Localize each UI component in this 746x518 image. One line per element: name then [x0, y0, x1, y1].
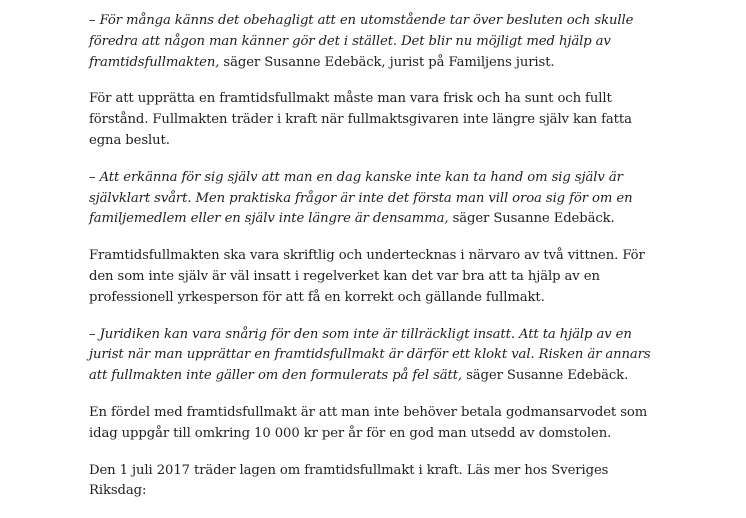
body-paragraph-witnesses: Framtidsfullmakten ska vara skriftlig och undertecknas i närvaro av två vittnen. För den som inte själv är väl insatt i regelverket kan det var bra att ta hjälp av en professionell yrkesperson för att få en korrekt och gällande fullmakt.	[89, 248, 645, 305]
quote-text: – Att erkänna för sig själv att man en dag kanske inte kan ta hand om sig själv är självklart svårt. Men praktiska frågor är inte det första man vill oroa sig för om en familjemedlem eller en själv inte längre är densamma,	[89, 169, 633, 227]
quote-attribution: säger Susanne Edebäck.	[462, 368, 629, 384]
quote-attribution: säger Susanne Edebäck.	[448, 211, 615, 227]
body-paragraph-fee: En fördel med framtidsfullmakt är att man inte behöver betala godmansarvodet som idag uppgår till omkring 10 000 kr per år för en god man utsedd av domstolen.	[89, 404, 648, 441]
quote-paragraph-1	[89, 11, 661, 73]
body-paragraph-law-date: Den 1 juli 2017 träder lagen om framtidsfullmakt i kraft. Läs mer hos Sveriges Riksdag:	[89, 462, 609, 499]
article-body	[89, 11, 661, 518]
quote-paragraph-3	[89, 325, 661, 387]
quote-text: – Juridiken kan vara snårig för den som inte är tillräckligt insatt. Att ta hjälp av en jurist när man upprättar en framtidsfullmakt är därför ett klokt val. Risken är annars att fullmakten inte gäller om den formulerats på fel sätt,	[89, 326, 651, 384]
quote-text: – För många känns det obehagligt att en utomstående tar över besluten och skulle föredra att någon man känner gör det i stället. Det blir nu möjligt med hjälp av framtidsfullmakten,	[89, 13, 634, 70]
body-paragraph-requirements: För att upprätta en framtidsfullmakt måste man vara frisk och ha sunt och fullt förstånd. Fullmakten träder i kraft när fullmaktsgivaren inte längre själv kan fatta egna beslut.	[89, 91, 632, 148]
quote-attribution: säger Susanne Edebäck, jurist på Familjens jurist.	[219, 54, 555, 70]
quote-paragraph-2	[89, 168, 661, 230]
